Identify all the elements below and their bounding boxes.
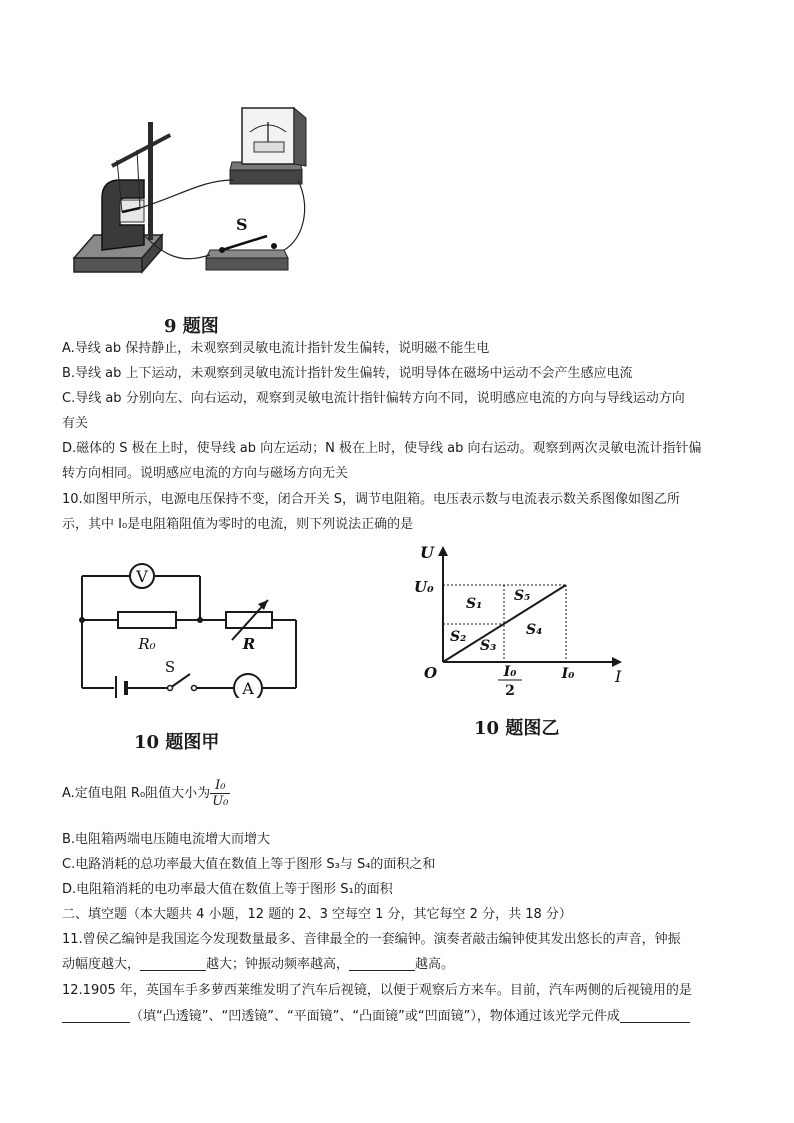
q10-option-b: B.电阻箱两端电压随电流增大而增大 [62,832,271,847]
fig10-jia-ammeter-label: A [242,679,254,698]
q11-blank-2[interactable] [349,956,415,971]
q12-line1: 12.1905 年，英国车手多萝西莱维发明了汽车后视镜，以便于观察后方来车。目前，汽车两侧的后视镜用的是 [62,983,692,998]
q9-option-c-line2: 有关 [62,416,89,431]
q10-option-d: D.电阻箱消耗的电功率最大值在数值上等于图形 S₁的面积 [62,882,393,897]
figure-10-jia-circuit [62,548,312,698]
fig10-yi-s1: S₁ [466,596,483,612]
q10-option-a-fraction [210,778,230,809]
q11-line2-a: 动幅度越大， [62,957,141,972]
fig10-yi-i-axis: I [615,667,622,686]
fig10-yi-s2: S₂ [450,629,467,645]
q12-blank-2[interactable] [620,1008,690,1023]
q11-line2 [62,956,734,974]
q12-line2-text: （填“凸透镜”、“凹透镜”、“平面镜”、“凸面镜”或“凹面镜”），物体通过该光学元件成 [130,1009,620,1024]
q11-blank-1[interactable] [140,956,206,971]
q10-option-a-den: U₀ [212,794,229,809]
figure-9-apparatus [62,100,322,285]
q9-option-d-line1: D.磁体的 S 极在上时，使导线 ab 向左运动；N 极在上时，使导线 ab 向右运动。观察到两次灵敏电流计指针偏 [62,441,702,456]
fig10-jia-r0-label: R₀ [138,635,156,653]
q11-line2-c: 越高。 [415,957,455,972]
fig10-jia-caption: 10 题图甲 [134,732,220,753]
q10-option-a [62,776,734,812]
q12-blank-1[interactable] [62,1008,130,1023]
fig10-yi-s5: S₅ [514,588,531,604]
fig10-yi-u-axis: U [420,543,434,562]
fig10-yi-s4: S₄ [526,622,543,638]
q10-stem-line1: 10.如图甲所示，电源电压保持不变，闭合开关 S，调节电阻箱。电压表示数与电流表示数关系图像如图乙所 [62,492,681,507]
fig10-yi-i0-label: I₀ [561,666,575,682]
q10-option-a-num: I₀ [210,778,230,794]
fig9-switch-label: S [236,215,248,234]
q11-line2-b: 越大；钟振动频率越高， [206,957,350,972]
fig10-jia-switch-label: S [164,658,176,676]
fig10-yi-i0-half-den: 2 [505,683,515,699]
fig10-yi-caption: 10 题图乙 [474,718,560,739]
q10-stem-line2: 示，其中 I₀是电阻箱阻值为零时的电流，则下列说法正确的是 [62,517,414,532]
q10-option-a-prefix: A.定值电阻 R₀阻值大小为 [62,786,211,801]
fig10-jia-voltmeter-label: V [136,567,148,586]
fig10-yi-u0-label: U₀ [414,578,434,596]
q9-option-c-line1: C.导线 ab 分别向左、向右运动，观察到灵敏电流计指针偏转方向不同，说明感应电流的方向与导线运动方向 [62,391,685,406]
q9-option-a: A.导线 ab 保持静止，未观察到灵敏电流计指针发生偏转，说明磁不能生电 [62,341,490,356]
fig9-caption: 9 题图 [164,316,219,337]
fig10-yi-s3: S₃ [480,638,497,654]
fig10-yi-i0-half-num: I₀ [503,664,517,680]
q11-line1: 11.曾侯乙编钟是我国迄今发现数量最多、音律最全的一套编钟。演奏者敲击编钟使其发出悠长的声音，钟振 [62,932,681,947]
fig10-yi-origin: O [424,664,438,682]
fig10-jia-r-label: R [242,635,256,653]
q10-option-c: C.电路消耗的总功率最大值在数值上等于图形 S₃与 S₄的面积之和 [62,857,436,872]
q9-option-d-line2: 转方向相同。说明感应电流的方向与磁场方向无关 [62,466,349,481]
section2-title: 二、填空题（本大题共 4 小题，12 题的 2、3 空每空 1 分，其它每空 2 分，共 18 分） [62,907,572,922]
q12-line2 [62,1008,734,1026]
q9-option-b: B.导线 ab 上下运动，未观察到灵敏电流计指针发生偏转，说明导体在磁场中运动不会产生感应电流 [62,366,633,381]
figure-10-yi-graph [410,540,640,715]
